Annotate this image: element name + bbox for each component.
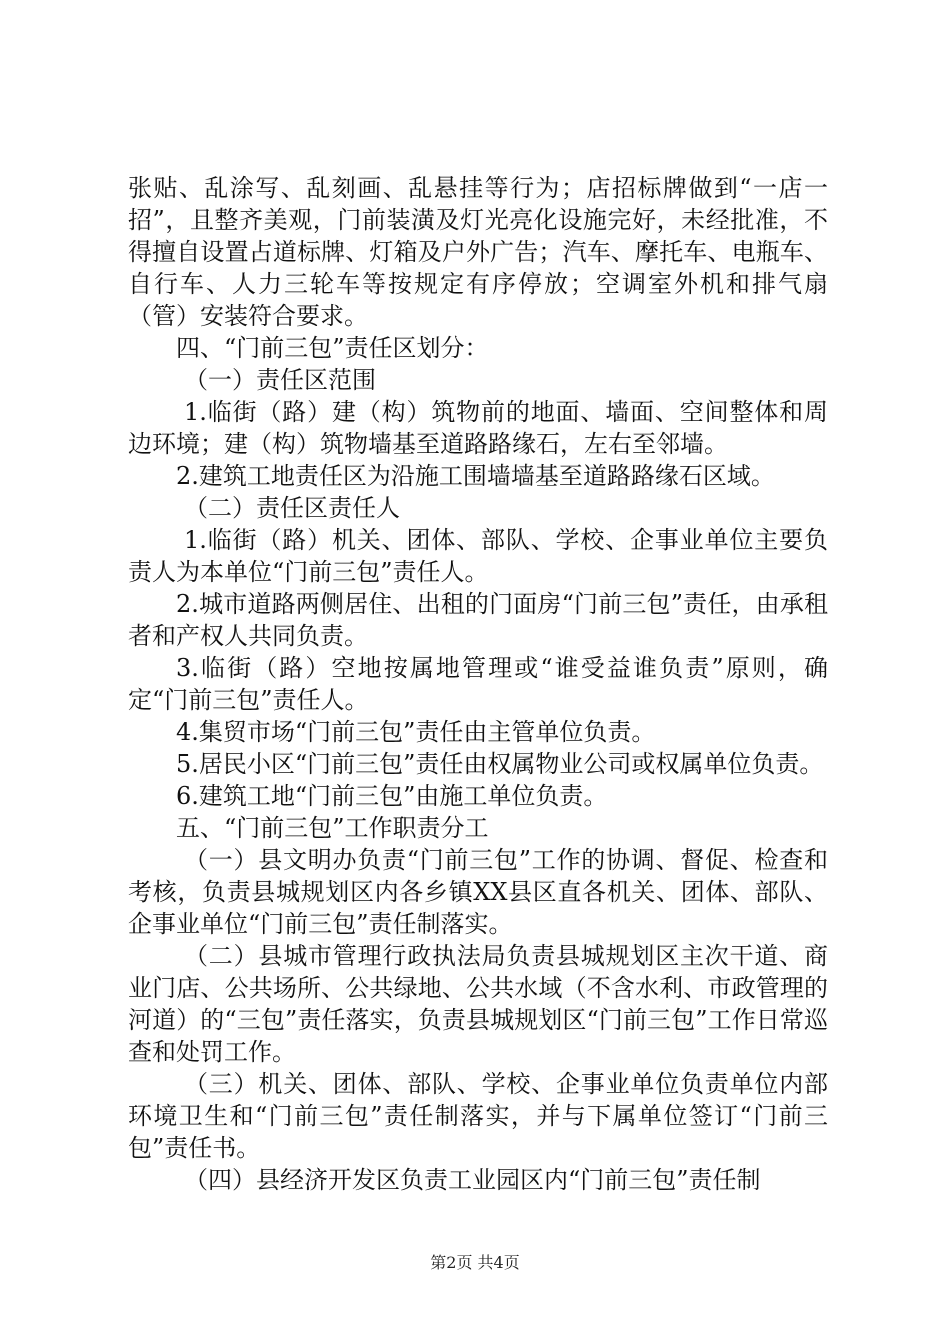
- paragraph-responsible-5: 5.居民小区“门前三包”责任由权属物业公司或权属单位负责。: [176, 750, 824, 778]
- section-heading-5: 五、“门前三包”工作职责分工: [176, 814, 489, 842]
- paragraph-duty-1: （一）县文明办负责“门前三包”工作的协调、督促、检查和考核，负责县城规划区内各乡镇XX县区直各机关、团体、部队、企事业单位“门前三包”责任制落实。: [128, 846, 828, 938]
- document-body: [128, 172, 828, 1196]
- paragraph-responsible-1: 1.临街（路）机关、团体、部队、学校、企事业单位主要负责人为本单位“门前三包”责任人。: [128, 526, 828, 586]
- paragraph-duty-3: （三）机关、团体、部队、学校、企事业单位负责单位内部环境卫生和“门前三包”责任制落实，并与下属单位签订“门前三包”责任书。: [128, 1070, 828, 1162]
- paragraph-responsible-4: 4.集贸市场“门前三包”责任由主管单位负责。: [176, 718, 656, 746]
- page-number: 第2页 共4页: [430, 1253, 520, 1272]
- paragraph-responsible-3: 3.临街（路）空地按属地管理或“谁受益谁负责”原则，确定“门前三包”责任人。: [128, 654, 828, 714]
- page-footer: [0, 1250, 950, 1273]
- subsection-heading-responsible: （二）责任区责任人: [184, 494, 400, 522]
- paragraph-duty-4: （四）县经济开发区负责工业园区内“门前三包”责任制: [184, 1166, 761, 1194]
- subsection-heading-scope: （一）责任区范围: [184, 366, 376, 394]
- paragraph-scope-1: 1.临街（路）建（构）筑物前的地面、墙面、空间整体和周边环境；建（构）筑物墙基至道路路缘石，左右至邻墙。: [128, 398, 828, 458]
- paragraph-1: 张贴、乱涂写、乱刻画、乱悬挂等行为；店招标牌做到“一店一招”，且整齐美观，门前装潢及灯光亮化设施完好，未经批准，不得擅自设置占道标牌、灯箱及户外广告；汽车、摩托车、电瓶车、自行车、人力三轮车等按规定有序停放；空调室外机和排气扇（管）安装符合要求。: [128, 174, 828, 330]
- section-heading-4: 四、“门前三包”责任区划分：: [176, 334, 489, 362]
- paragraph-scope-2: 2.建筑工地责任区为沿施工围墙墙基至道路路缘石区域。: [176, 462, 775, 490]
- paragraph-responsible-2: 2.城市道路两侧居住、出租的门面房“门前三包”责任，由承租者和产权人共同负责。: [128, 590, 828, 650]
- paragraph-duty-2: （二）县城市管理行政执法局负责县城规划区主次干道、商业门店、公共场所、公共绿地、公共水域（不含水利、市政管理的河道）的“三包”责任落实，负责县城规划区“门前三包”工作日常巡查和处罚工作。: [128, 942, 828, 1066]
- paragraph-responsible-6: 6.建筑工地“门前三包”由施工单位负责。: [176, 782, 608, 810]
